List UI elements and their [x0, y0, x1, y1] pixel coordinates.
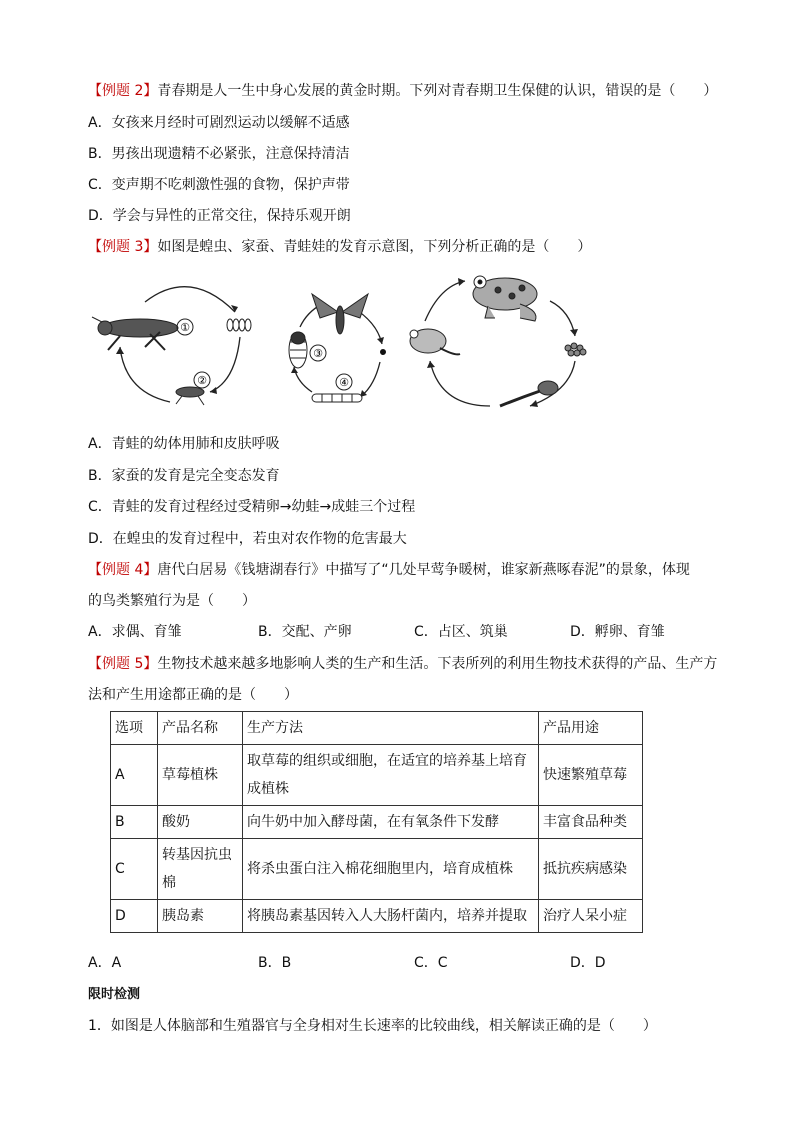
label-3: ③: [313, 347, 323, 360]
silkworm-egg-icon: [380, 349, 386, 355]
table-cell: B: [111, 806, 158, 839]
example-4-option-b: B．交配、产卵: [258, 624, 352, 640]
table-cell: 将胰岛素基因转入人大肠杆菌内，培养并提取: [243, 900, 539, 933]
grasshopper-life-cycle-diagram: [90, 262, 260, 412]
example-2-tag: 【例题 2】: [88, 83, 158, 99]
table-cell: 治疗人呆小症: [539, 900, 643, 933]
example-2-option-a: A．女孩来月经时可剧烈运动以缓解不适感: [88, 115, 350, 131]
example-5-option-b: B．B: [258, 955, 292, 971]
table-cell: 转基因抗虫棉: [158, 839, 243, 900]
example-5-text-1: 生物技术越来越多地影响人类的生产和生活。下表所列的利用生物技术获得的产品、生产方: [157, 656, 718, 672]
example-2-text: 青春期是人一生中身心发展的黄金时期。下列对青春期卫生保健的认识，错误的是（ ）: [157, 83, 718, 99]
adult-grasshopper-icon: [92, 317, 178, 350]
table-cell: 酸奶: [158, 806, 243, 839]
example-3-text: 如图是蝗虫、家蚕、青蛙娃的发育示意图，下列分析正确的是（ ）: [157, 239, 592, 255]
table-row: [111, 806, 643, 839]
table-row: [111, 900, 643, 933]
table-header: 产品用途: [539, 712, 643, 745]
nymph-icon: [176, 387, 204, 405]
table-cell: C: [111, 839, 158, 900]
table-cell: 抵抗疾病感染: [539, 839, 643, 900]
tadpole-icon: [500, 381, 558, 406]
grasshopper-eggs-icon: [227, 319, 251, 331]
example-5-option-d: D．D: [570, 955, 606, 971]
table-header: 选项: [111, 712, 158, 745]
adult-frog-icon: [473, 276, 537, 321]
example-5-stem: [88, 654, 717, 674]
example-3-stem: [88, 237, 591, 257]
example-2-option-b: B．男孩出现遗精不必紧张，注意保持清洁: [88, 146, 350, 162]
frog-life-cycle-diagram: [400, 266, 600, 416]
biotech-table: [110, 711, 643, 933]
label-1: ①: [180, 321, 190, 334]
example-4-stem: [88, 560, 690, 580]
silkworm-larva-icon: [312, 394, 362, 402]
example-2-option-d: D．学会与异性的正常交往，保持乐观开朗: [88, 208, 351, 224]
example-4-text-2: 的鸟类繁殖行为是（ ）: [88, 593, 256, 609]
example-3-option-b: B．家蚕的发育是完全变态发育: [88, 468, 280, 484]
table-header: 生产方法: [243, 712, 539, 745]
silkmoth-icon: [312, 294, 368, 334]
question-1-stem: 1．如图是人体脑部和生殖器官与全身相对生长速率的比较曲线，相关解读正确的是（ ）: [88, 1018, 657, 1034]
example-3-option-a: A．青蛙的幼体用肺和皮肤呼吸: [88, 436, 280, 452]
example-4-option-c: C．占区、筑巢: [414, 624, 508, 640]
table-cell: 丰富食品种类: [539, 806, 643, 839]
silkworm-life-cycle-diagram: [282, 282, 394, 412]
example-5-tag: 【例题 5】: [88, 656, 158, 672]
example-5-option-c: C．C: [414, 955, 448, 971]
table-cell: 取草莓的组织或细胞，在适宜的培养基上培育成植株: [243, 745, 539, 806]
table-header: 产品名称: [158, 712, 243, 745]
label-2: ②: [197, 374, 207, 387]
table-cell: 胰岛素: [158, 900, 243, 933]
example-5-text-2: 法和产生用途都正确的是（ ）: [88, 687, 298, 703]
froglet-icon: [410, 329, 460, 354]
table-row: [111, 745, 643, 806]
example-4-option-d: D．孵卵、育雏: [570, 624, 665, 640]
example-3-option-d: D．在蝗虫的发育过程中，若虫对农作物的危害最大: [88, 531, 407, 547]
label-4: ④: [339, 376, 349, 389]
table-cell: 将杀虫蛋白注入棉花细胞里内，培育成植株: [243, 839, 539, 900]
table-row: [111, 839, 643, 900]
example-3-tag: 【例题 3】: [88, 239, 158, 255]
example-4-tag: 【例题 4】: [88, 562, 158, 578]
pupa-icon: [289, 332, 307, 368]
section-title: 限时检测: [88, 987, 141, 1002]
example-4-option-a: A．求偶、育雏: [88, 624, 182, 640]
table-cell: 草莓植株: [158, 745, 243, 806]
table-cell: D: [111, 900, 158, 933]
table-cell: 快速繁殖草莓: [539, 745, 643, 806]
table-cell: A: [111, 745, 158, 806]
frog-eggs-icon: [565, 343, 586, 356]
example-2-option-c: C．变声期不吃刺激性强的食物，保护声带: [88, 177, 350, 193]
table-header-row: [111, 712, 643, 745]
example-4-text-1: 唐代白居易《钱塘湖春行》中描写了“几处早莺争暖树，谁家新燕啄春泥”的景象，体现: [157, 562, 690, 578]
example-5-option-a: A．A: [88, 955, 122, 971]
example-2-stem: [88, 81, 717, 101]
table-cell: 向牛奶中加入酵母菌，在有氧条件下发酵: [243, 806, 539, 839]
example-3-option-c: C．青蛙的发育过程经过受精卵→幼蛙→成蛙三个过程: [88, 499, 416, 515]
